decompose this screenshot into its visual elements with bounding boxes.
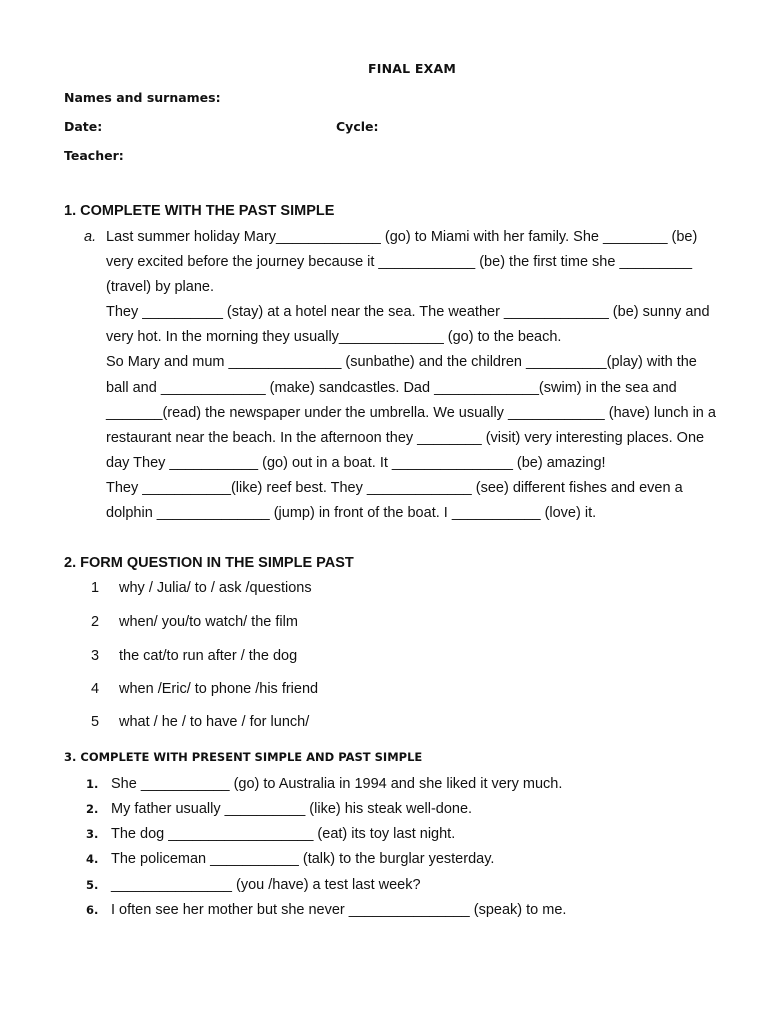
text-line: (travel) by plane. (106, 279, 214, 296)
list-item (0, 679, 768, 699)
list-item (0, 612, 768, 632)
text-line: _______(read) the newspaper under the umbrella. We usually ____________ (have) lunch in a (106, 404, 716, 421)
list-item (0, 875, 768, 895)
item-text: when/ you/to watch/ the film (119, 614, 298, 630)
section3-heading: 3. COMPLETE WITH PRESENT SIMPLE AND PAST SIMPLE (64, 750, 423, 764)
text-line: They __________ (stay) at a hotel near the sea. The weather _____________ (be) sunny and (106, 304, 710, 321)
date-label: Date: (64, 119, 103, 134)
item-number: 2. (86, 802, 99, 816)
text-line: They ___________(like) reef best. They _____________ (see) different fishes and even a (106, 479, 683, 496)
item-text: My father usually __________ (like) his steak well-done. (111, 801, 473, 817)
item-number: 1. (86, 777, 99, 791)
text-line: restaurant near the beach. In the afternoon they ________ (visit) very interesting places. One (106, 429, 705, 446)
text-line: dolphin ______________ (jump) in front of the boat. I ___________ (love) it. (106, 505, 597, 522)
item-number: 6. (86, 903, 99, 917)
exam-title: FINAL EXAM (368, 61, 456, 76)
item-text: _______________ (you /have) a test last week? (111, 877, 421, 893)
item-number: 3. (86, 827, 99, 841)
list-item (0, 799, 768, 819)
section1-heading: 1. COMPLETE WITH THE PAST SIMPLE (64, 203, 335, 219)
item-number: 5. (86, 878, 99, 892)
exercise-marker: a. (84, 229, 97, 245)
text-line: very excited before the journey because it ____________ (be) the first time she _________ (106, 254, 693, 271)
text-line: ball and _____________ (make) sandcastles. Dad _____________(swim) in the sea and (106, 379, 677, 396)
item-text: what / he / to have / for lunch/ (119, 714, 310, 730)
item-text: She ___________ (go) to Australia in 1994 and she liked it very much. (111, 776, 563, 792)
list-item (0, 849, 768, 869)
list-item (0, 712, 768, 732)
item-text: The dog __________________ (eat) its toy last night. (111, 826, 456, 842)
text-line: So Mary and mum ______________ (sunbathe) and the children __________(play) with the (106, 354, 697, 371)
list-item (0, 578, 768, 598)
item-number: 5 (91, 714, 100, 730)
teacher-label: Teacher: (64, 148, 124, 163)
text-line: Last summer holiday Mary_____________ (go) to Miami with her family. She ________ (be) (106, 229, 698, 245)
item-text: I often see her mother but she never _______________ (speak) to me. (111, 902, 567, 918)
item-text: when /Eric/ to phone /his friend (119, 681, 319, 697)
list-item (0, 774, 768, 794)
item-text: why / Julia/ to / ask /questions (119, 580, 312, 596)
item-number: 2 (91, 614, 100, 630)
section1-text (106, 225, 766, 526)
item-number: 4 (91, 681, 100, 697)
item-number: 1 (91, 580, 100, 596)
list-item (0, 900, 768, 920)
item-text: The policeman ___________ (talk) to the burglar yesterday. (111, 851, 495, 867)
text-line: day They ___________ (go) out in a boat. It _______________ (be) amazing! (106, 454, 606, 471)
list-item (0, 824, 768, 844)
text-line: very hot. In the morning they usually_____________ (go) to the beach. (106, 329, 562, 346)
item-number: 4. (86, 852, 99, 866)
item-number: 3 (91, 648, 100, 664)
item-text: the cat/to run after / the dog (119, 648, 298, 664)
cycle-label: Cycle: (336, 119, 379, 134)
names-label: Names and surnames: (64, 90, 221, 105)
section2-heading: 2. FORM QUESTION IN THE SIMPLE PAST (64, 555, 354, 571)
list-item (0, 646, 768, 666)
